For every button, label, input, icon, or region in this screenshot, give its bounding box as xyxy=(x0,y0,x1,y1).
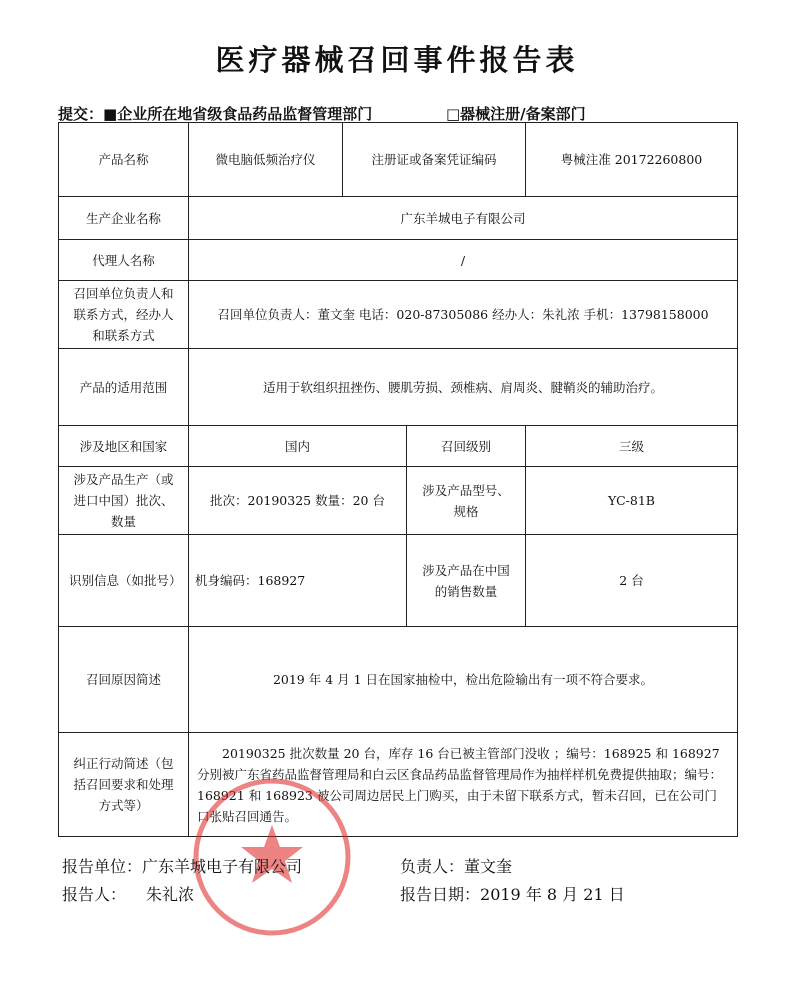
agent-label: 代理人名称 xyxy=(59,240,189,281)
contact-value: 召回单位负责人：董文奎 电话：020-87305086 经办人：朱礼浓 手机：13798158000 xyxy=(189,281,738,349)
report-date-value: 2019 年 8 月 21 日 xyxy=(480,885,625,904)
reg-no-value: 粤械注准 20172260800 xyxy=(526,123,738,197)
table-row xyxy=(59,240,738,281)
scope-value: 适用于软组织扭挫伤、腰肌劳损、颈椎病、肩周炎、腱鞘炎的辅助治疗。 xyxy=(189,349,738,426)
reason-value: 2019 年 4 月 1 日在国家抽检中，检出危险输出有一项不符合要求。 xyxy=(189,627,738,733)
model-label: 涉及产品型号、规格 xyxy=(407,467,526,535)
sales-value: 2 台 xyxy=(526,535,738,627)
sales-label: 涉及产品在中国的销售数量 xyxy=(407,535,526,627)
recall-report-table xyxy=(58,122,738,837)
table-row xyxy=(59,733,738,837)
table-row xyxy=(59,197,738,240)
reason-label: 召回原因简述 xyxy=(59,627,189,733)
product-name-label: 产品名称 xyxy=(59,123,189,197)
responsible-person xyxy=(400,854,512,877)
region-label: 涉及地区和国家 xyxy=(59,426,189,467)
batch-value: 批次：20190325 数量：20 台 xyxy=(189,467,407,535)
id-value: 机身编码：168927 xyxy=(189,535,407,627)
contact-label: 召回单位负责人和联系方式，经办人和联系方式 xyxy=(59,281,189,349)
table-row xyxy=(59,627,738,733)
report-unit-value: 广东羊城电子有限公司 xyxy=(142,857,303,876)
level-label: 召回级别 xyxy=(407,426,526,467)
id-label: 识别信息（如批号） xyxy=(59,535,189,627)
reporter xyxy=(62,882,194,905)
reporter-label: 报告人： xyxy=(62,885,127,904)
document-title: 医疗器械召回事件报告表 xyxy=(215,43,579,77)
reporter-value: 朱礼浓 xyxy=(146,885,195,904)
action-label: 纠正行动简述（包括召回要求和处理方式等） xyxy=(59,733,189,837)
batch-label: 涉及产品生产（或进口中国）批次、数量 xyxy=(59,467,189,535)
submit-line xyxy=(58,103,738,124)
submit-option-registration: □器械注册/备案部门 xyxy=(446,105,586,123)
manufacturer-value: 广东羊城电子有限公司 xyxy=(189,197,738,240)
submit-option-provincial: ■企业所在地省级食品药品监督管理部门 xyxy=(103,105,373,123)
table-row xyxy=(59,426,738,467)
responsible-label: 负责人： xyxy=(400,857,465,876)
responsible-value: 董文奎 xyxy=(464,857,513,876)
product-name-value: 微电脑低频治疗仪 xyxy=(189,123,343,197)
table-row xyxy=(59,281,738,349)
region-value: 国内 xyxy=(189,426,407,467)
model-value: YC-81B xyxy=(526,467,738,535)
agent-value: / xyxy=(189,240,738,281)
reg-no-label: 注册证或备案凭证编码 xyxy=(343,123,526,197)
submit-label: 提交： xyxy=(58,105,104,123)
table-row xyxy=(59,535,738,627)
report-unit xyxy=(62,854,302,877)
report-unit-label: 报告单位： xyxy=(62,857,143,876)
scope-label: 产品的适用范围 xyxy=(59,349,189,426)
action-value: 20190325 批次数量 20 台，库存 16 台已被主管部门没收 ；编号：168925 和 168927 分别被广东省药品监督管理局和白云区食品药品监督管理局作为抽样样机免费提供抽取；编号：168921 和 168923 被公司周边居民上门购买，由于未留下联系方式，暂未召回，已在公司门口张贴召回通告。 xyxy=(189,733,738,837)
table-row xyxy=(59,123,738,197)
table-row xyxy=(59,467,738,535)
report-date xyxy=(400,882,625,905)
level-value: 三级 xyxy=(526,426,738,467)
manufacturer-label: 生产企业名称 xyxy=(59,197,189,240)
report-date-label: 报告日期： xyxy=(400,885,481,904)
table-row xyxy=(59,349,738,426)
